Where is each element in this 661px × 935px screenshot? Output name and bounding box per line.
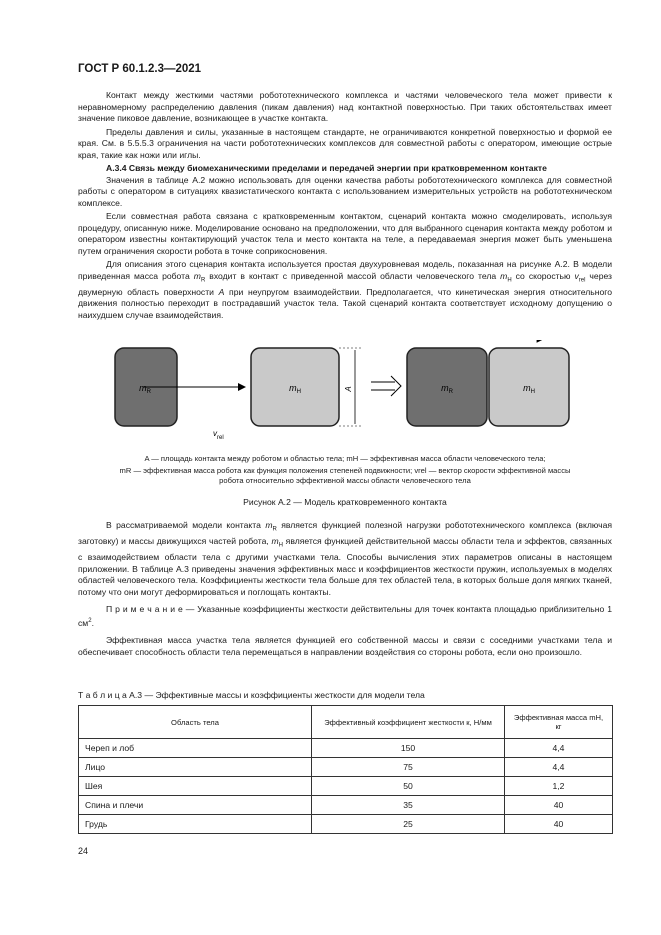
paragraph-6: В рассматриваемой модели контакта $m_R$ является функцией полезной нагрузки робототехнического комплекса (включая заготовку) и массы движущихся частей робота, $m_H$ является функцией действительной массы области тела и эффектов, связанных с взаимодействием области тела с другими участками тела. Способы вычисления этих параметров описаны в настоящем приложении. В таблице А.3 приведены значения эффективных масс и коэффициентов жесткости пружин, используемых в моделях областей человеческого тела. Коэффициенты жесткости тела больше для тех областей тела, в которых больше доля мягких тканей, потому что они могут деформироваться и поглощать контакты. <box>78 520 612 597</box>
area-label: A <box>344 386 353 392</box>
figure-title: Рисунок А.2 — Модель кратковременного контакта <box>243 497 447 507</box>
paragraph-1: Контакт между жесткими частями робототехнического комплекса и частями человеческого тела может привести к неравномерному распределению давления (пикам давления) над контактной поверхностью. При таких обстоятельствах имеет значение пиковое давление, возникающее в участке контакта. <box>78 90 612 123</box>
box3-label: $m_R$ <box>441 383 453 395</box>
legend-line-2: mR — эффективная масса робота как функция положения степеней подвижности; vrel — вектор скорости эффективной массы <box>119 466 571 475</box>
table-row: Грудь 25 40 <box>79 815 613 834</box>
table-row: Спина и плечи 35 40 <box>79 796 613 815</box>
header-mass: Эффективная масса mH, кг <box>505 706 613 739</box>
table-caption: Т а б л и ц а А.3 — Эффективные массы и коэффициенты жесткости для модели тела <box>78 690 425 700</box>
body-text-2 <box>78 520 612 658</box>
header-region: Область тела <box>79 706 312 739</box>
paragraph-2: Пределы давления и силы, указанные в настоящем стандарте, не ограничиваются конкретной поверхностью и формой ее края. См. в 5.5.5.3 ограничения на части робототехнических комплексов для совместной работы с оператором, имеющие острые края, такие как ножи или иглы. <box>78 126 612 160</box>
paragraph-4: Если совместная работа связана с кратковременным контактом, сценарий контакта можно смоделировать, используя процедуру, описанную ниже. Моделирование основано на предположении, что для выбранного сценария контакта между роботом и оператором известны контактирующий участок тела и место контакта на теле, а передаваемая энергия может быть уменьшена путем ограничения скорости робота в точке соприкосновения. <box>78 211 612 256</box>
box2-label: $m_H$ <box>289 383 301 395</box>
table-row: Череп и лоб 150 4,4 <box>79 739 613 758</box>
table-row: Шея 50 1,2 <box>79 777 613 796</box>
page-number: 24 <box>78 846 89 856</box>
paragraph-3: Значения в таблице А.2 можно использовать для оценки качества работы робототехнического комплекса для совместной работы с оператором в ситуациях квазистатического контакта с использованием измерительных устройств на робототехническом комплексе. <box>78 174 612 208</box>
legend-line-1: A — площадь контакта между роботом и областью тела; mH — эффективная масса области человеческого тела; <box>144 454 546 463</box>
header-stiffness: Эффективный коэффициент жесткости к, Н/мм <box>312 706 505 739</box>
document-header: ГОСТ Р 60.1.2.3—2021 <box>78 63 202 75</box>
velocity-label: $v_{rel}$ <box>213 429 224 441</box>
box1-label: $m_R$ <box>139 383 151 395</box>
implies-arrow-icon <box>371 376 401 396</box>
table-row: Лицо 75 4,4 <box>79 758 613 777</box>
body-model-table <box>78 705 613 834</box>
note: П р и м е ч а н и е — Указанные коэффициенты жесткости действительны для точек контакта площадью приблизительно 1 $см^2$. <box>78 604 612 628</box>
body-text <box>78 90 612 321</box>
paragraph-5: Для описания этого сценария контакта используется простая двухуровневая модель, показанная на рисунке А.2. В модели приведенная масса робота $m_R$ входит в контакт с приведенной массой области человеческого тела $m_H$ со скоростью $v_{rel}$ через двумерную область поверхности A при неупругом взаимодействии. Предполагается, что кинетическая энергия относительного движения полностью переходит в пострадавший участок тела. Такой сценарий контакта соответствует исходному допущению о наихудшем случае взаимодействия. <box>78 259 613 320</box>
legend-line-3: робота относительно эффективной массы области человеческого тела <box>219 476 471 485</box>
box4-label: $m_H$ <box>523 383 535 395</box>
paragraph-7: Эффективная масса участка тела является функцией его собственной массы и связи с соседними участками тела и обеспечивает способность области тела перемещаться в направлении воздействия со стороны робота, если оно произошло. <box>78 635 612 657</box>
contact-model-figure <box>105 340 585 450</box>
section-title: А.3.4 Связь между биомеханическими пределами и передачей энергии при кратковременном контакте <box>106 163 547 173</box>
